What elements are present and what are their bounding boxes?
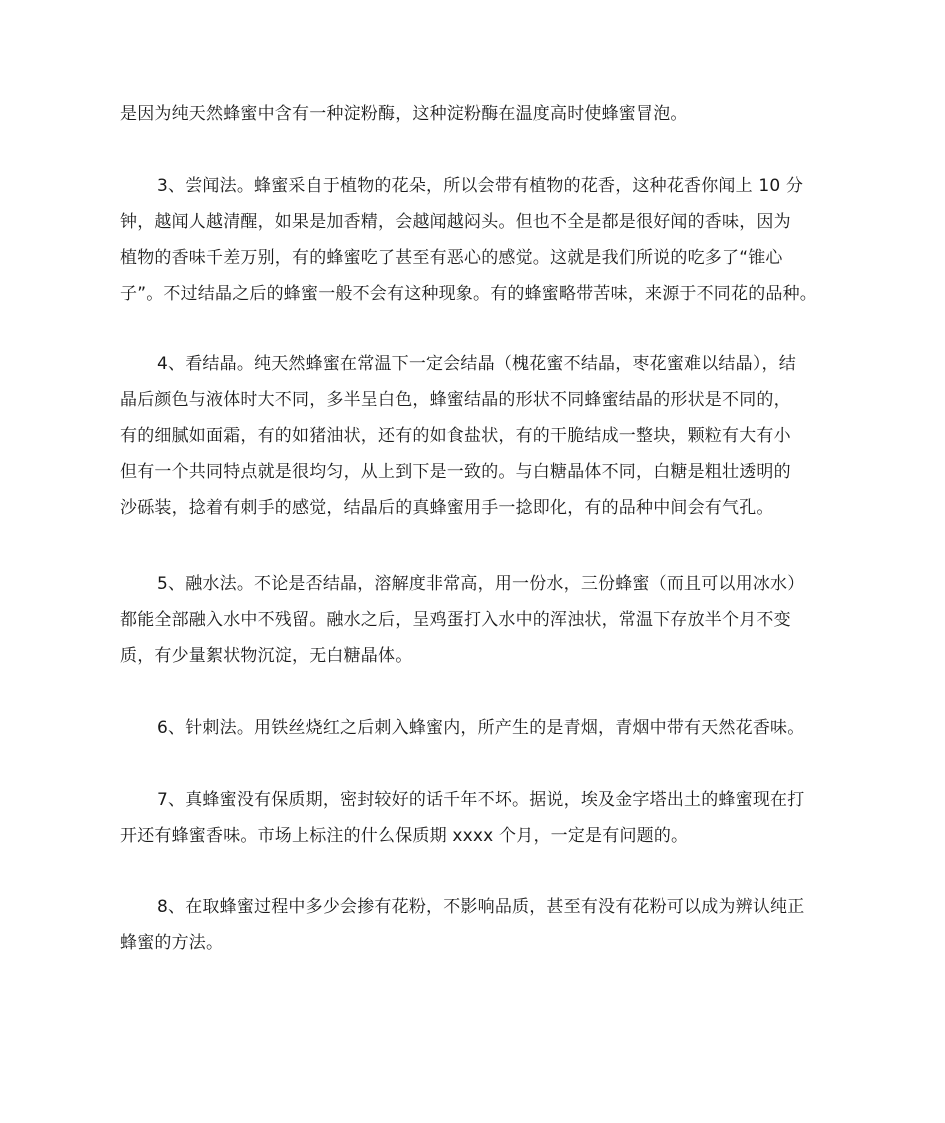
text-line: 都能全部融入水中不残留。融水之后，呈鸡蛋打入水中的浑浊状，常温下存放半个月不变 bbox=[120, 610, 791, 630]
text-line: 3、尝闻法。蜂蜜采自于植物的花朵，所以会带有植物的花香，这种花香你闻上 10 分 bbox=[157, 176, 804, 196]
text-line: 质，有少量絮状物沉淀，无白糖晶体。 bbox=[120, 646, 413, 666]
paragraph-crystallization bbox=[120, 346, 830, 526]
text-line: 钟，越闻人越清醒，如果是加香精，会越闻越闷头。但也不全是都是很好闻的香味，因为 bbox=[120, 212, 791, 232]
text-line: 晶后颜色与液体时大不同，多半呈白色，蜂蜜结晶的形状不同蜂蜜结晶的形状是不同的， bbox=[120, 390, 791, 410]
text-line: 子”。不过结晶之后的蜂蜜一般不会有这种现象。有的蜂蜜略带苦味，来源于不同花的品种。 bbox=[120, 284, 818, 304]
text-line: 开还有蜂蜜香味。市场上标注的什么保质期 xxxx 个月，一定是有问题的。 bbox=[120, 826, 689, 846]
paragraph-water-dissolve bbox=[120, 566, 830, 674]
text-line: 5、融水法。不论是否结晶，溶解度非常高，用一份水，三份蜂蜜（而且可以用冰水） bbox=[157, 574, 805, 594]
text-line: 是因为纯天然蜂蜜中含有一种淀粉酶，这种淀粉酶在温度高时使蜂蜜冒泡。 bbox=[120, 104, 688, 124]
text-line: 有的细腻如面霜，有的如猪油状，还有的如食盐状，有的干脆结成一整块，颗粒有大有小 bbox=[120, 426, 791, 446]
paragraph-continuation bbox=[120, 96, 830, 132]
paragraph-shelf-life bbox=[120, 782, 830, 854]
text-line: 6、针刺法。用铁丝烧红之后刺入蜂蜜内，所产生的是青烟，青烟中带有天然花香味。 bbox=[157, 718, 805, 738]
paragraph-pollen bbox=[120, 889, 830, 961]
text-line: 8、在取蜂蜜过程中多少会掺有花粉，不影响品质，甚至有没有花粉可以成为辨认纯正 bbox=[157, 897, 805, 917]
text-line: 但有一个共同特点就是很均匀，从上到下是一致的。与白糖晶体不同，白糖是粗壮透明的 bbox=[120, 462, 791, 482]
text-line: 植物的香味千差万别，有的蜂蜜吃了甚至有恶心的感觉。这就是我们所说的吃多了“锥心 bbox=[120, 248, 783, 268]
paragraph-taste-smell-method bbox=[120, 168, 830, 312]
text-line: 蜂蜜的方法。 bbox=[120, 933, 224, 953]
text-line: 7、真蜂蜜没有保质期，密封较好的话千年不坏。据说，埃及金字塔出土的蜂蜜现在打 bbox=[157, 790, 805, 810]
text-line: 4、看结晶。纯天然蜂蜜在常温下一定会结晶（槐花蜜不结晶，枣花蜜难以结晶），结 bbox=[157, 354, 796, 374]
text-line: 沙砾装，捻着有刺手的感觉，结晶后的真蜂蜜用手一捻即化，有的品种中间会有气孔。 bbox=[120, 498, 774, 518]
paragraph-needle-test bbox=[120, 710, 830, 746]
